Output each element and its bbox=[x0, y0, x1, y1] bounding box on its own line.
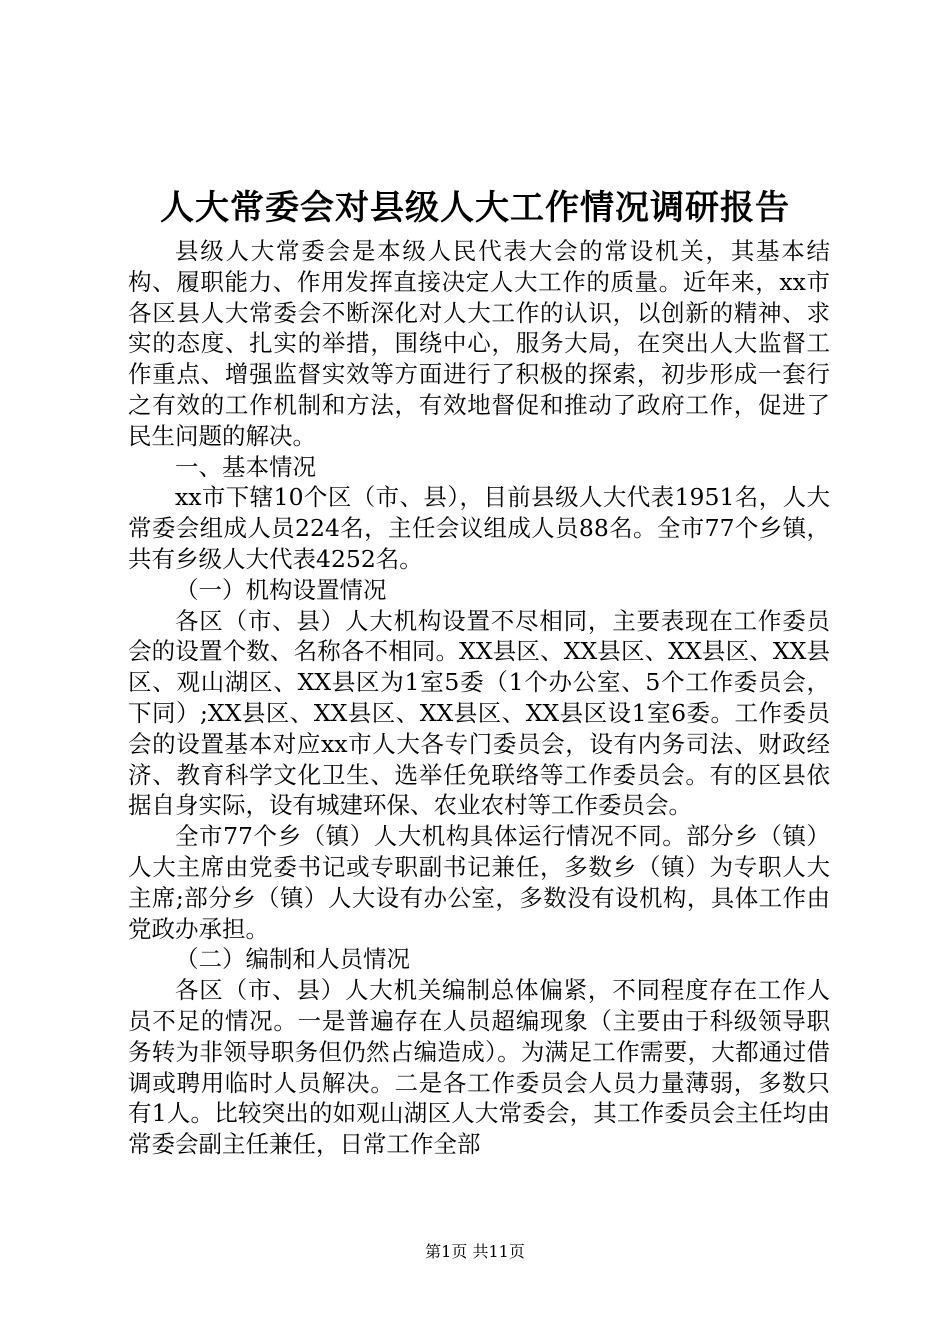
paragraph-basic: xx市下辖10个区（市、县），目前县级人大代表1951名，人大常委会组成人员224名，主任会议组成人员88名。全市77个乡镇，共有乡级人大代表4252名。 bbox=[128, 483, 830, 573]
document-body bbox=[128, 236, 830, 1160]
section-heading-basic: 一、基本情况 bbox=[175, 452, 316, 481]
paragraph-intro: 县级人大常委会是本级人民代表大会的常设机关，其基本结构、履职能力、作用发挥直接决定人大工作的质量。近年来，xx市各区县人大常委会不断深化对人大工作的认识，以创新的精神、求实的态度、扎实的举措，围绕中心，服务大局，在突出人大监督工作重点、增强监督实效等方面进行了积极的探索，初步形成一套行之有效的工作机制和方法，有效地督促和推动了政府工作，促进了民生问题的解决。 bbox=[128, 237, 830, 450]
subsection-heading-staffing: （二）编制和人员情况 bbox=[175, 945, 410, 974]
page-footer bbox=[0, 1241, 950, 1263]
subsection-heading-organization: （一）机构设置情况 bbox=[175, 575, 387, 604]
paragraph-organization: 各区（市、县）人大机构设置不尽相同，主要表现在工作委员会的设置个数、名称各不相同。XX县区、XX县区、XX县区、XX县区、观山湖区、XX县区为1室5委（1个办公室、5个工作委员会，下同）;XX县区、XX县区、XX县区、XX县区设1室6委。工作委员会的设置基本对应xx市人大各专门委员会，设有内务司法、财政经济、教育科学文化卫生、选举任免联络等工作委员会。有的区县依据自身实际，设有城建环保、农业农村等工作委员会。 bbox=[128, 606, 830, 820]
page-total: 共11页 bbox=[472, 1242, 525, 1261]
page-number: 第1页 bbox=[425, 1242, 468, 1261]
paragraph-township: 全市77个乡（镇）人大机构具体运行情况不同。部分乡（镇）人大主席由党委书记或专职副书记兼任，多数乡（镇）为专职人大主席;部分乡（镇）人大设有办公室，多数没有设机构，具体工作由党政办承担。 bbox=[128, 822, 830, 943]
paragraph-staffing: 各区（市、县）人大机关编制总体偏紧，不同程度存在工作人员不足的情况。一是普遍存在人员超编现象（主要由于科级领导职务转为非领导职务但仍然占编造成）。为满足工作需要，大都通过借调或聘用临时人员解决。二是各工作委员会人员力量薄弱，多数只有1人。比较突出的如观山湖区人大常委会，其工作委员会主任均由常委会副主任兼任，日常工作全部 bbox=[128, 976, 830, 1159]
document-title: 人大常委会对县级人大工作情况调研报告 bbox=[160, 188, 790, 228]
